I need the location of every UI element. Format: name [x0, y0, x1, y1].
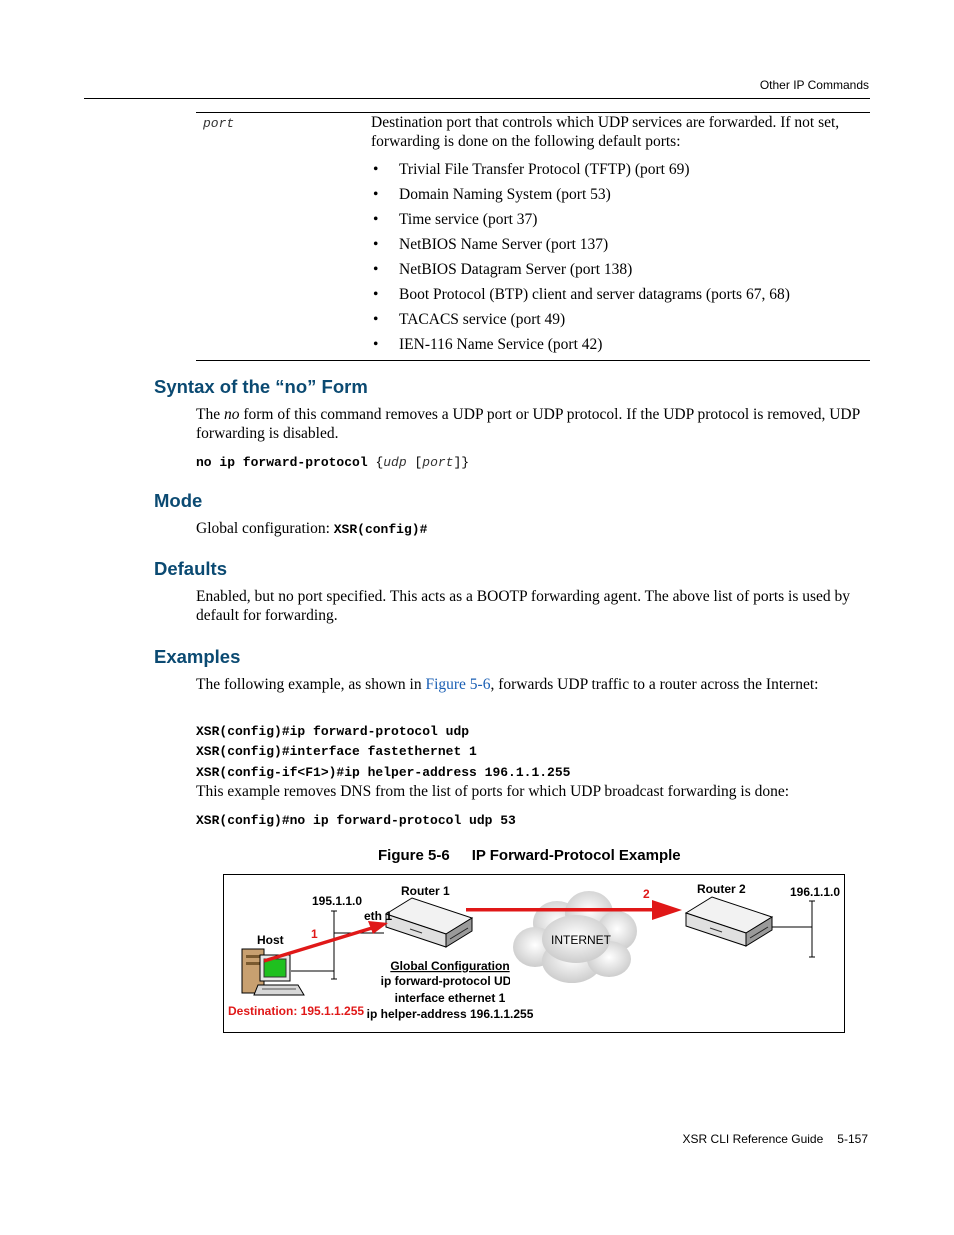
page-footer: [683, 1132, 868, 1146]
code-line: XSR(config-if<F1>)#ip helper-address 196.1.1.255: [196, 765, 571, 780]
mode-text: Global configuration: XSR(config)#: [196, 520, 428, 537]
list-item: • NetBIOS Name Server (port 137): [371, 235, 866, 260]
router-icon: [686, 897, 772, 946]
list-item: • Time service (port 37): [371, 210, 866, 235]
code-line: XSR(config)#interface fastethernet 1: [196, 744, 477, 759]
header-rule: [84, 98, 870, 99]
examples-heading: Examples: [154, 646, 241, 667]
code-line: XSR(config)#no ip forward-protocol udp 53: [196, 813, 516, 828]
page-number: 5-157: [837, 1132, 868, 1146]
running-head: Other IP Commands: [759, 78, 869, 92]
config-line: ip helper-address 196.1.1.255: [366, 1007, 534, 1021]
eth-label: eth 1: [364, 909, 393, 923]
list-item: • Domain Naming System (port 53): [371, 185, 866, 210]
syntax-no-code: no ip forward-protocol {udp [port]}: [196, 455, 470, 470]
default-ports-list: [371, 160, 866, 360]
code-line: XSR(config)#ip forward-protocol udp: [196, 724, 470, 739]
defaults-heading: Defaults: [154, 558, 227, 579]
config-title: Global Configuration: [390, 959, 510, 973]
host-label: Host: [257, 933, 284, 947]
list-item: • NetBIOS Datagram Server (port 138): [371, 260, 866, 285]
syntax-no-heading: Syntax of the “no” Form: [154, 376, 368, 397]
list-item: • Boot Protocol (BTP) client and server datagrams (ports 67, 68): [371, 285, 866, 310]
network-label-196: 196.1.1.0: [790, 885, 841, 899]
list-item: • Trivial File Transfer Protocol (TFTP) (port 69): [371, 160, 866, 185]
param-table-bottom-rule: [196, 360, 870, 361]
host-computer-icon: [242, 949, 304, 995]
figure-link[interactable]: Figure 5-6: [425, 676, 491, 693]
router2-label: Router 2: [697, 882, 746, 896]
config-line: ip forward-protocol UDP: [380, 974, 520, 988]
figure-caption: Figure 5-6 IP Forward-Protocol Example: [378, 847, 681, 864]
list-item: • IEN-116 Name Service (port 42): [371, 335, 866, 360]
examples-intro: The following example, as shown in Figure 5-6, forwards UDP traffic to a router across the Internet:: [196, 676, 819, 693]
step-1-label: 1: [311, 927, 318, 941]
internet-label: INTERNET: [551, 933, 611, 947]
syntax-no-text: The no form of this command removes a UDP port or UDP protocol. If the UDP protocol is removed, UDP forwarding is disabled.: [196, 406, 860, 442]
config-line: interface ethernet 1: [394, 991, 506, 1005]
mode-heading: Mode: [154, 490, 203, 511]
network-label-195: 195.1.1.0: [312, 894, 363, 908]
step-2-label: 2: [643, 887, 650, 901]
no-keyword: no: [223, 406, 240, 423]
list-item: • TACACS service (port 49): [371, 310, 866, 335]
defaults-text: Enabled, but no port specified. This acts as a BOOTP forwarding agent. The above list of ports is used by default for forwarding.: [196, 588, 851, 624]
destination-label: Destination: 195.1.1.255: [228, 1004, 365, 1018]
param-description: Destination port that controls which UDP services are forwarded. If not set, forwarding is done on the following default ports:: [371, 114, 840, 150]
guide-title: XSR CLI Reference Guide: [682, 1132, 824, 1146]
param-name: port: [203, 116, 235, 131]
router1-label: Router 1: [401, 884, 450, 898]
examples-text2: This example removes DNS from the list of ports for which UDP broadcast forwarding is done:: [196, 783, 790, 800]
figure-diagram: [223, 874, 845, 1033]
router-icon: [386, 898, 472, 947]
mode-prompt: XSR(config)#: [333, 522, 428, 537]
